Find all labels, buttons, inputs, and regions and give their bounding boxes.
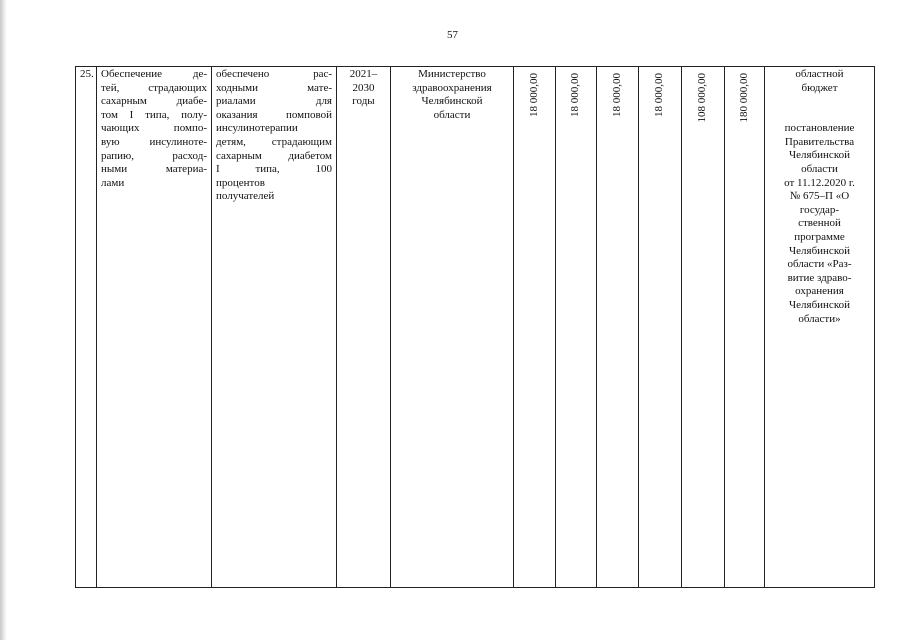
expected-result: [216, 68, 332, 204]
page-number: 57: [447, 29, 458, 41]
scan-edge: [0, 0, 7, 640]
expected-result-line: I типа, 100: [216, 163, 332, 176]
amount-cell-3: [597, 67, 639, 588]
amount-value: 18 000,00: [610, 73, 623, 117]
implementation-period: 2021– 2030 годы: [349, 68, 378, 108]
amount-cell-1: [514, 67, 556, 588]
measure-name-line: тей, страдающих: [101, 81, 207, 94]
legal-basis: постановление Правительства Челябинской области от 11.12.2020 г. № 675–П «О государ- ственной программе Челябинской области «Раз- витие здраво- охранения Челябинской области»: [784, 122, 855, 325]
table-row: [76, 67, 875, 588]
measure-name-line: сахарным диабе-: [101, 95, 207, 108]
expected-result-line: сахарным диабетом: [216, 149, 332, 162]
amount-cell-4: [639, 67, 682, 588]
responsible-executor: Министерство здравоохранения Челябинской области: [412, 68, 492, 121]
row-number: 25.: [76, 67, 97, 588]
spacer: [769, 95, 870, 122]
source-and-basis-cell: [765, 67, 875, 588]
expected-result-line: оказания помповой: [216, 108, 332, 121]
expected-result-line: детям, страдающим: [216, 135, 332, 148]
measure-name-line: вую инсулиноте-: [101, 135, 207, 148]
funding-source: областной бюджет: [795, 68, 844, 94]
measure-name-line: чающих помпо-: [101, 122, 207, 135]
executor-cell: [391, 67, 514, 588]
amount-total: 180 000,00: [737, 73, 750, 123]
expected-result-cell: [212, 67, 337, 588]
measure-name-line: Обеспечение де-: [101, 68, 207, 80]
measure-name-line: ными материа-: [101, 163, 207, 176]
amount-value: 18 000,00: [653, 73, 666, 117]
amount-cell-5: [682, 67, 725, 588]
amount-cell-total: [725, 67, 765, 588]
measure-name-cell: [97, 67, 212, 588]
expected-result-line: процентов: [216, 176, 265, 189]
amount-value: 18 000,00: [527, 73, 540, 117]
period-cell: [337, 67, 391, 588]
measure-name-line: лами: [101, 176, 125, 189]
amount-cell-2: [556, 67, 597, 588]
measure-name: [101, 68, 207, 190]
amount-value: 18 000,00: [569, 73, 582, 117]
expected-result-line: риалами для: [216, 95, 332, 108]
amount-value: 108 000,00: [696, 73, 709, 123]
program-table: [75, 66, 875, 588]
measure-name-line: рапию, расход-: [101, 149, 207, 162]
expected-result-line: обеспечено рас-: [216, 68, 332, 80]
expected-result-line: инсулинотерапии: [216, 122, 298, 135]
expected-result-line: ходными мате-: [216, 81, 332, 94]
expected-result-line: получателей: [216, 190, 275, 203]
measure-name-line: том I типа, полу-: [101, 108, 207, 121]
